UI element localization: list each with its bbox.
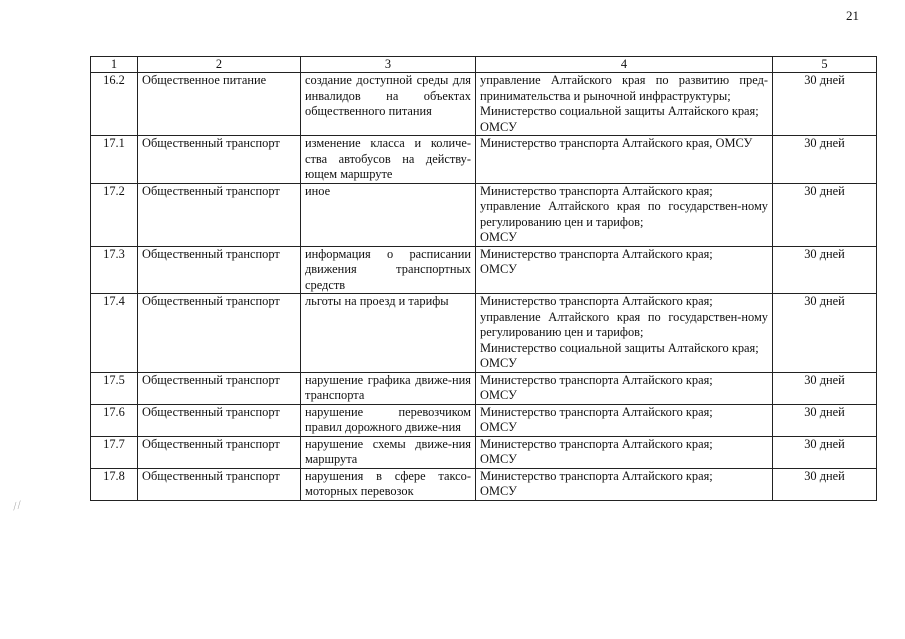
header-cell-4: 4 bbox=[476, 57, 773, 73]
executor-line: ОМСУ bbox=[480, 119, 517, 134]
table-row bbox=[91, 73, 877, 136]
issue-cell: льготы на проезд и тарифы bbox=[301, 294, 476, 373]
executor-line: Министерство транспорта Алтайского края; bbox=[480, 372, 713, 387]
executor-line: ОМСУ bbox=[480, 452, 517, 466]
routing-table bbox=[90, 56, 877, 501]
table-row bbox=[91, 136, 877, 184]
row-number-cell: 17.3 bbox=[91, 246, 138, 294]
executors-cell bbox=[476, 246, 773, 294]
table-header-row bbox=[91, 57, 877, 73]
scan-artifact: ⁄ ⁄ bbox=[12, 499, 23, 513]
header-cell-3: 3 bbox=[301, 57, 476, 73]
executor-line: Министерство транспорта Алтайского края, ОМСУ bbox=[480, 136, 753, 150]
issue-cell: нарушение перевозчиком правил дорожного движе-ния bbox=[301, 404, 476, 436]
executors-cell bbox=[476, 73, 773, 136]
executor-line: управление Алтайского края по государствен-ному регулированию цен и тарифов; bbox=[480, 309, 768, 339]
term-cell: 30 дней bbox=[773, 436, 877, 468]
executor-line: Министерство транспорта Алтайского края; bbox=[480, 436, 713, 451]
sphere-cell: Общественное питание bbox=[138, 73, 301, 136]
executors-cell bbox=[476, 372, 773, 404]
executor-line: ОМСУ bbox=[480, 484, 517, 498]
issue-cell: информация о расписании движения транспортных средств bbox=[301, 246, 476, 294]
term-cell: 30 дней bbox=[773, 294, 877, 373]
executor-line: ОМСУ bbox=[480, 420, 517, 434]
executors-cell bbox=[476, 294, 773, 373]
header-cell-5: 5 bbox=[773, 57, 877, 73]
row-number-cell: 16.2 bbox=[91, 73, 138, 136]
sphere-cell: Общественный транспорт bbox=[138, 136, 301, 184]
executors-cell bbox=[476, 436, 773, 468]
table-row bbox=[91, 294, 877, 373]
issue-cell: нарушение схемы движе-ния маршрута bbox=[301, 436, 476, 468]
sphere-cell: Общественный транспорт bbox=[138, 404, 301, 436]
term-cell: 30 дней bbox=[773, 136, 877, 184]
sphere-cell: Общественный транспорт bbox=[138, 246, 301, 294]
executor-line: Министерство транспорта Алтайского края; bbox=[480, 294, 713, 308]
issue-cell: иное bbox=[301, 183, 476, 246]
executor-line: Министерство транспорта Алтайского края; bbox=[480, 246, 713, 261]
executor-line: управление Алтайского края по развитию пред-принимательства и рыночной инфраструктуры; bbox=[480, 73, 768, 103]
term-cell: 30 дней bbox=[773, 372, 877, 404]
table-row bbox=[91, 404, 877, 436]
table-body bbox=[91, 73, 877, 501]
row-number-cell: 17.1 bbox=[91, 136, 138, 184]
term-cell: 30 дней bbox=[773, 73, 877, 136]
row-number-cell: 17.8 bbox=[91, 468, 138, 500]
executors-cell bbox=[476, 468, 773, 500]
executor-line: управление Алтайского края по государствен-ному регулированию цен и тарифов; bbox=[480, 199, 768, 229]
sphere-cell: Общественный транспорт bbox=[138, 436, 301, 468]
executors-cell bbox=[476, 404, 773, 436]
sphere-cell: Общественный транспорт bbox=[138, 468, 301, 500]
issue-cell: создание доступной среды для инвалидов на объектах общественного питания bbox=[301, 73, 476, 136]
term-cell: 30 дней bbox=[773, 468, 877, 500]
term-cell: 30 дней bbox=[773, 404, 877, 436]
executor-line: Министерство социальной защиты Алтайского края; bbox=[480, 104, 759, 118]
sphere-cell: Общественный транспорт bbox=[138, 183, 301, 246]
table-row bbox=[91, 183, 877, 246]
executor-line: ОМСУ bbox=[480, 388, 517, 402]
issue-cell: нарушения в сфере таксо-моторных перевозок bbox=[301, 468, 476, 500]
sphere-cell: Общественный транспорт bbox=[138, 372, 301, 404]
issue-cell: изменение класса и количе-ства автобусов на действу-ющем маршруте bbox=[301, 136, 476, 184]
term-cell: 30 дней bbox=[773, 183, 877, 246]
row-number-cell: 17.2 bbox=[91, 183, 138, 246]
executors-cell bbox=[476, 136, 773, 184]
row-number-cell: 17.5 bbox=[91, 372, 138, 404]
table-row bbox=[91, 468, 877, 500]
executor-line: ОМСУ bbox=[480, 230, 517, 244]
executor-line: Министерство социальной защиты Алтайского края; bbox=[480, 340, 759, 355]
table-row bbox=[91, 246, 877, 294]
table-row bbox=[91, 372, 877, 404]
row-number-cell: 17.7 bbox=[91, 436, 138, 468]
row-number-cell: 17.4 bbox=[91, 294, 138, 373]
header-cell-2: 2 bbox=[138, 57, 301, 73]
executor-line: Министерство транспорта Алтайского края; bbox=[480, 404, 713, 419]
executor-line: ОМСУ bbox=[480, 262, 517, 276]
sphere-cell: Общественный транспорт bbox=[138, 294, 301, 373]
header-cell-1: 1 bbox=[91, 57, 138, 73]
page-number: 21 bbox=[846, 8, 859, 23]
executor-line: ОМСУ bbox=[480, 356, 517, 370]
executors-cell bbox=[476, 183, 773, 246]
issue-cell: нарушение графика движе-ния транспорта bbox=[301, 372, 476, 404]
term-cell: 30 дней bbox=[773, 246, 877, 294]
executor-line: Министерство транспорта Алтайского края; bbox=[480, 468, 713, 483]
executor-line: Министерство транспорта Алтайского края; bbox=[480, 183, 713, 198]
table-row bbox=[91, 436, 877, 468]
row-number-cell: 17.6 bbox=[91, 404, 138, 436]
